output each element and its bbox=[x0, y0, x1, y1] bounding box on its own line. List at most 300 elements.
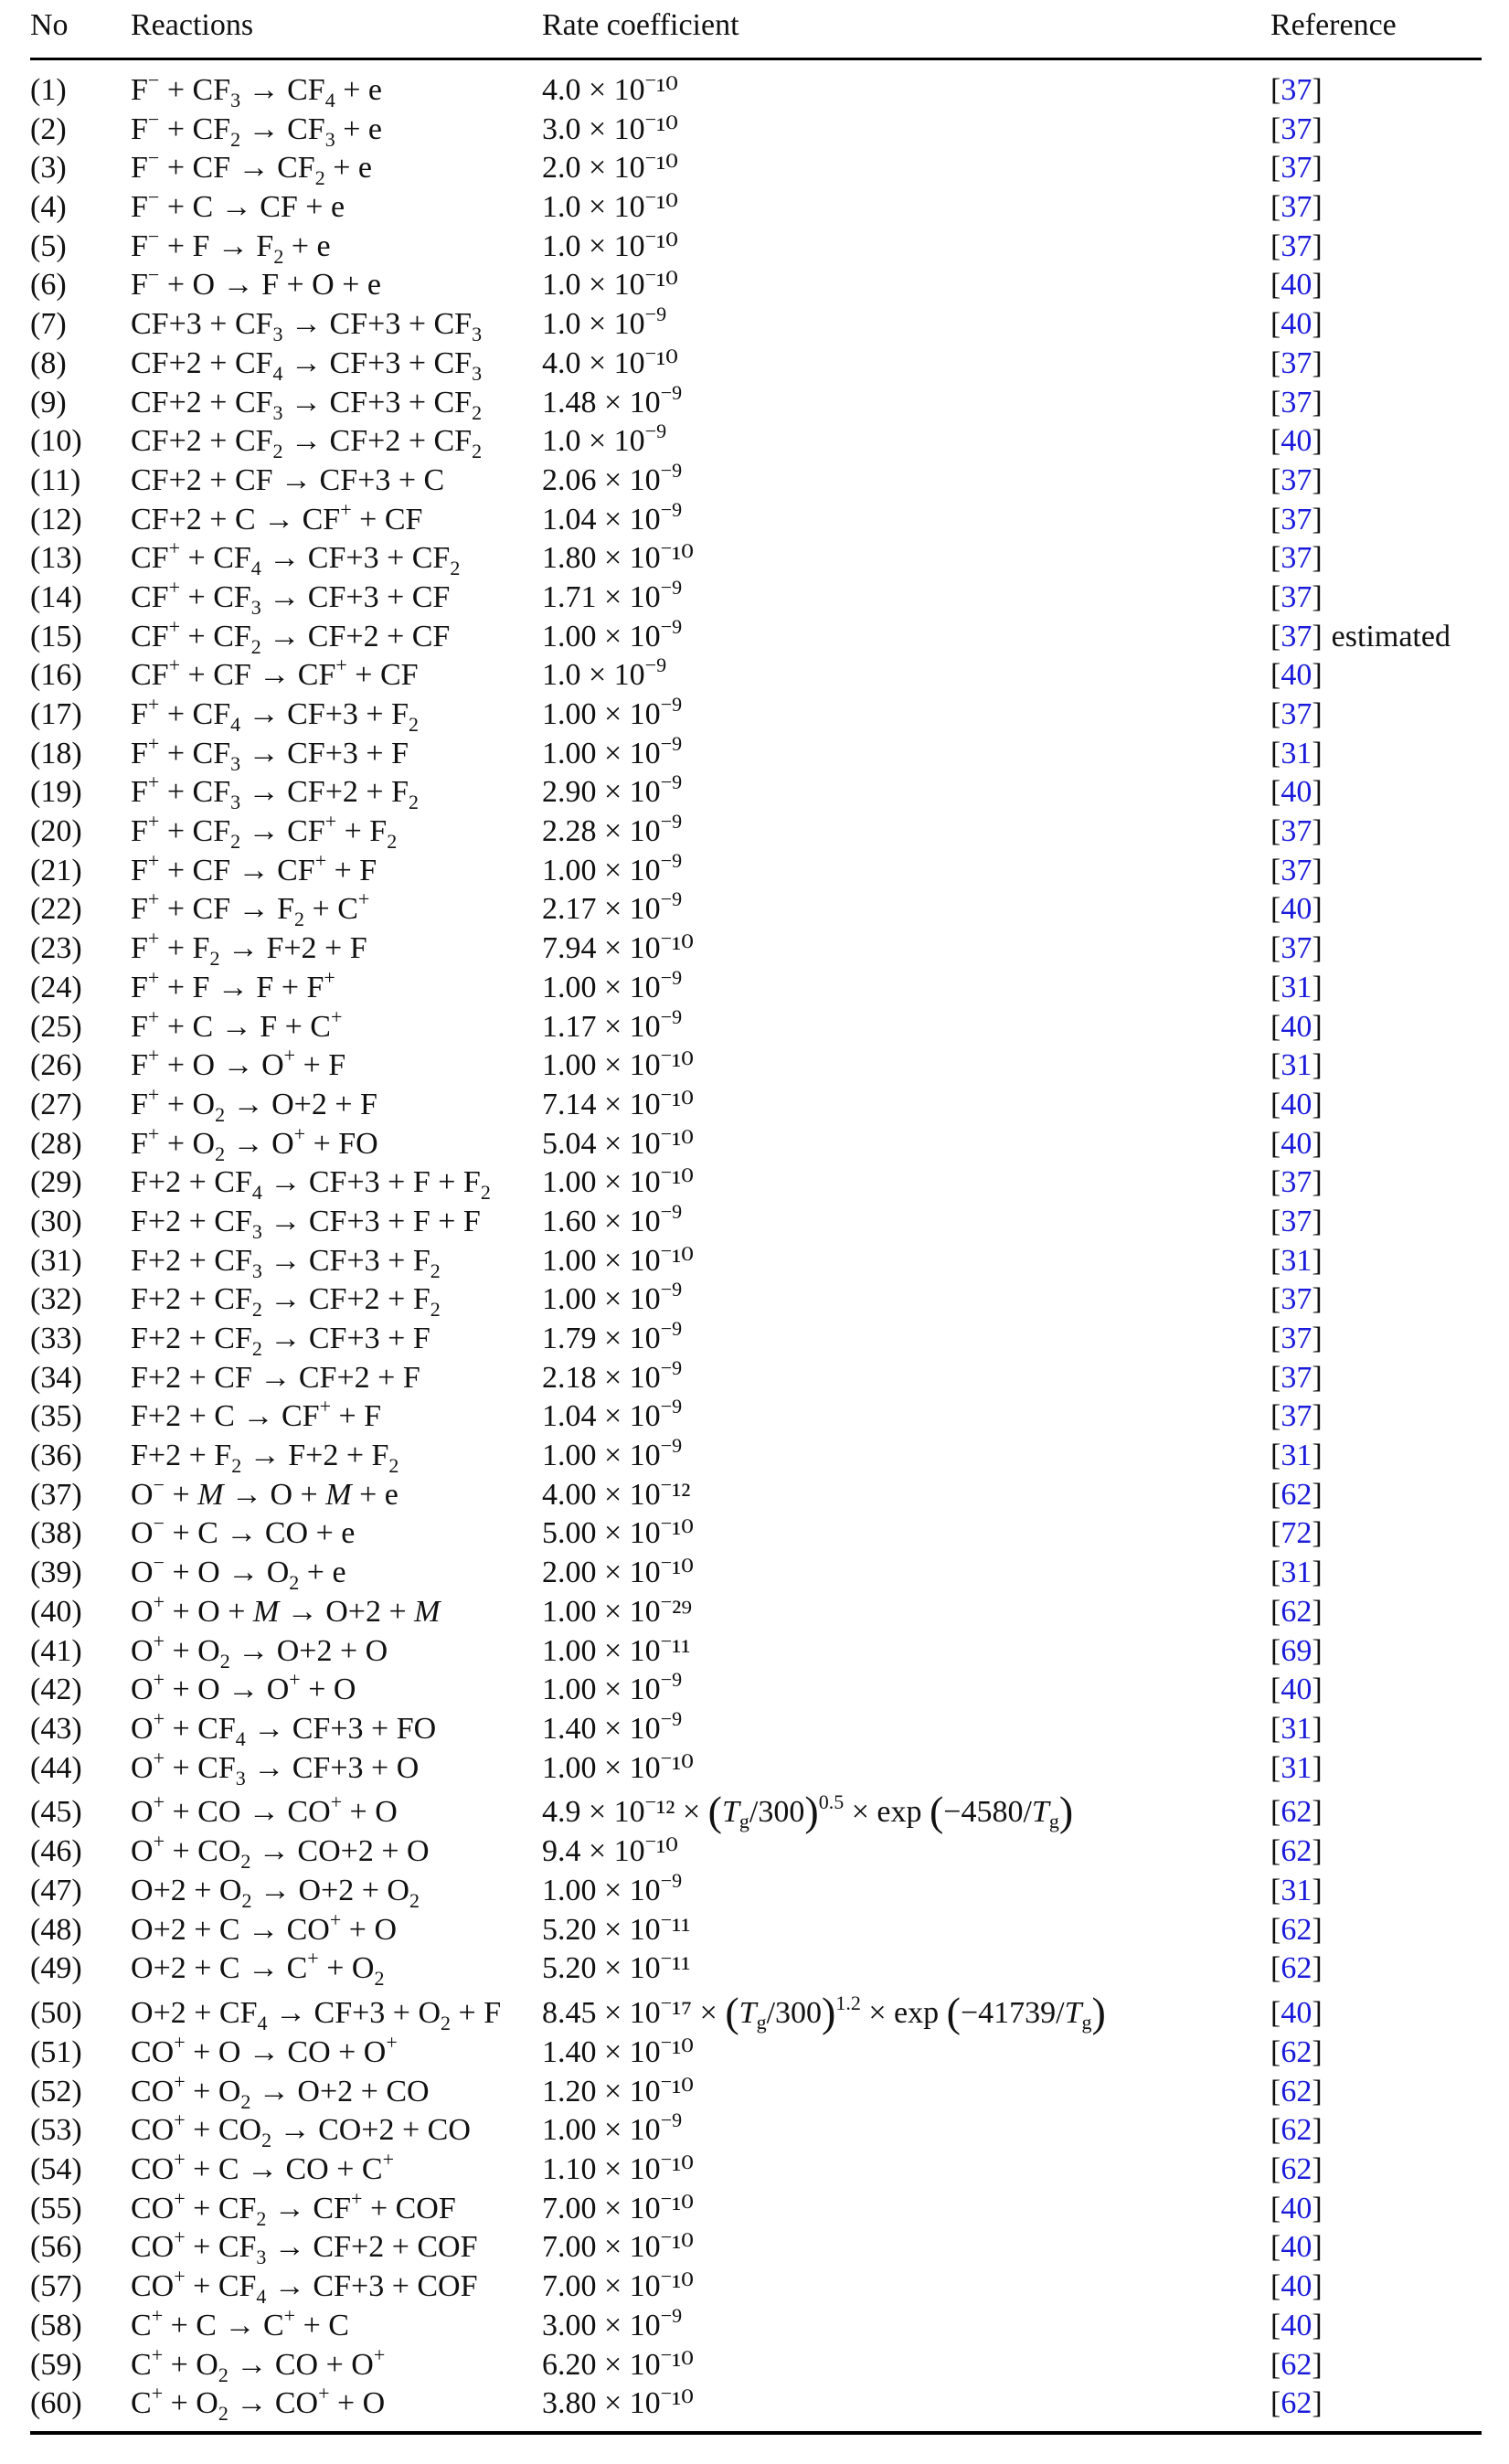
bracket-close: ] bbox=[1312, 931, 1323, 966]
reference-link[interactable]: 37 bbox=[1281, 462, 1312, 497]
reaction-equation: $O^+ + O_2 \to O+2 + O$ bbox=[131, 1629, 388, 1673]
rate-coefficient: $1.04 \times 10^{-9}$ bbox=[542, 1395, 683, 1434]
reference-cell bbox=[1270, 1788, 1323, 1837]
bracket-open: [ bbox=[1270, 1594, 1281, 1629]
reaction-number: (54) bbox=[30, 2152, 82, 2187]
reference-link[interactable]: 37 bbox=[1281, 1204, 1312, 1238]
bracket-open: [ bbox=[1270, 1912, 1281, 1947]
reference-link[interactable]: 37 bbox=[1281, 1322, 1312, 1355]
rate-coefficient: $1.00 \times 10^{-9}$ bbox=[542, 1668, 683, 1707]
reaction-equation: $O+2 + O_2 \to O+2 + O_2$ bbox=[131, 1873, 420, 1912]
reference-cell bbox=[1270, 969, 1323, 1008]
reference-cell bbox=[1270, 2384, 1323, 2424]
reaction-equation: $F^+ + CF_3 \to CF+2 + F_2$ bbox=[131, 770, 419, 814]
reaction-equation: $O^- + O \to O_2 + e$ bbox=[131, 1551, 346, 1595]
table-row bbox=[30, 1280, 1482, 1320]
table-row bbox=[30, 1082, 1482, 1126]
bracket-open: [ bbox=[1270, 697, 1281, 731]
reaction-equation: $C^+ + O_2 \to CO^+ + O$ bbox=[131, 2382, 386, 2426]
bracket-close: ] bbox=[1312, 1516, 1323, 1551]
reaction-equation: F+2 + CF → CF+2 + F bbox=[131, 1360, 420, 1395]
reference-link[interactable]: 31 bbox=[1281, 736, 1312, 770]
reaction-equation: $F^+ + F_2 \to F+2 + F$ bbox=[131, 927, 367, 971]
bracket-close: ] bbox=[1312, 1711, 1323, 1746]
bracket-close: ] bbox=[1312, 307, 1323, 342]
reaction-number: (35) bbox=[30, 1399, 82, 1434]
reference-cell bbox=[1270, 1280, 1323, 1320]
bracket-open: [ bbox=[1270, 1322, 1281, 1355]
table-row bbox=[30, 497, 1482, 540]
reaction-number: (58) bbox=[30, 2308, 82, 2342]
rate-coefficient: 1.00 × 10−²⁹ bbox=[542, 1589, 693, 1629]
bracket-open: [ bbox=[1270, 1439, 1281, 1473]
table-row bbox=[30, 107, 1482, 151]
reaction-equation: $O^+ + CF_3 \to CF+3 + O$ bbox=[131, 1746, 420, 1790]
reaction-equation: O+2 + C → CO+ + O bbox=[131, 1907, 397, 1947]
table-row bbox=[30, 1868, 1482, 1912]
table-body bbox=[30, 71, 1482, 2424]
reaction-number: (47) bbox=[30, 1873, 82, 1907]
rate-coefficient: $2.28 \times 10^{-9}$ bbox=[542, 810, 683, 849]
bracket-close: ] bbox=[1312, 385, 1323, 420]
bracket-open: [ bbox=[1270, 2308, 1281, 2342]
reaction-equation: CF+2 + CF → CF+3 + C bbox=[131, 462, 445, 497]
table-row bbox=[30, 1706, 1482, 1750]
bracket-close: ] bbox=[1312, 579, 1323, 614]
reaction-equation: $CF+2 + CF_2 \to CF+2 + CF_2$ bbox=[131, 424, 483, 463]
rate-coefficient: $1.00 \times 10^{-9}$ bbox=[542, 1278, 683, 1317]
bracket-open: [ bbox=[1270, 1087, 1281, 1121]
table-row bbox=[30, 1238, 1482, 1282]
bracket-close: ] bbox=[1312, 2269, 1323, 2304]
reaction-equation: F+ + CF → $F_2 + C^+$ bbox=[131, 887, 370, 931]
reference-cell bbox=[1270, 2073, 1323, 2112]
reference-link[interactable]: 40 bbox=[1281, 1087, 1312, 1121]
bracket-open: [ bbox=[1270, 112, 1281, 146]
reference-link[interactable]: 31 bbox=[1281, 970, 1312, 1004]
reference-link[interactable]: 37 bbox=[1281, 190, 1312, 225]
reference-link[interactable]: 72 bbox=[1281, 1516, 1312, 1551]
table-row bbox=[30, 224, 1482, 268]
bracket-open: [ bbox=[1270, 579, 1281, 614]
reference-cell bbox=[1270, 1320, 1323, 1359]
rate-coefficient: 5.20 × 10−¹¹ bbox=[542, 1947, 691, 1986]
bracket-open: [ bbox=[1270, 2347, 1281, 2382]
reference-cell bbox=[1270, 2268, 1323, 2307]
reaction-number: (31) bbox=[30, 1243, 82, 1278]
reference-link[interactable]: 37 bbox=[1281, 931, 1312, 966]
reaction-equation: O− + M → O + M + e bbox=[131, 1472, 399, 1512]
reaction-equation: F− + O → F + O + e bbox=[131, 263, 381, 303]
reference-cell bbox=[1270, 735, 1323, 774]
reaction-number: (20) bbox=[30, 814, 82, 849]
reaction-number: (34) bbox=[30, 1360, 82, 1395]
reaction-number: (13) bbox=[30, 541, 82, 576]
reaction-number: (15) bbox=[30, 619, 82, 653]
reference-cell bbox=[1270, 266, 1323, 305]
table-row bbox=[30, 653, 1482, 696]
table-row bbox=[30, 1832, 1482, 1872]
reaction-number: (27) bbox=[30, 1087, 82, 1121]
reference-link[interactable]: 31 bbox=[1281, 1750, 1312, 1785]
bracket-close: ] bbox=[1312, 736, 1323, 770]
reaction-equation: $CF+3 + CF_3 \to CF+3 + CF_3$ bbox=[131, 307, 483, 346]
reaction-equation: CF+ + CF → CF+ + CF bbox=[131, 653, 419, 693]
reference-link[interactable]: 37 bbox=[1281, 579, 1312, 614]
bracket-close: ] bbox=[1312, 1048, 1323, 1083]
reference-link[interactable]: 40 bbox=[1281, 424, 1312, 459]
reference-link[interactable]: 40 bbox=[1281, 307, 1312, 342]
bracket-open: [ bbox=[1270, 2074, 1281, 2108]
reference-link[interactable]: 37 bbox=[1281, 1360, 1312, 1395]
reference-cell bbox=[1270, 2307, 1323, 2346]
bracket-close: ] bbox=[1312, 1834, 1323, 1869]
reference-cell bbox=[1270, 1749, 1323, 1789]
bracket-open: [ bbox=[1270, 1282, 1281, 1317]
reference-link[interactable]: 37 bbox=[1281, 853, 1312, 887]
bracket-open: [ bbox=[1270, 1951, 1281, 1986]
bracket-close: ] bbox=[1312, 1165, 1323, 1200]
reaction-number: (28) bbox=[30, 1126, 82, 1161]
table-row bbox=[30, 731, 1482, 775]
rate-coefficient: 1.00 × 10−¹⁰ bbox=[542, 1044, 694, 1083]
reference-link[interactable]: 62 bbox=[1281, 1477, 1312, 1512]
reference-cell bbox=[1270, 812, 1323, 852]
reference-link[interactable]: 37 bbox=[1281, 697, 1312, 731]
reaction-number: (6) bbox=[30, 268, 67, 303]
reference-link[interactable]: 62 bbox=[1281, 1951, 1312, 1986]
bracket-close: ] bbox=[1312, 462, 1323, 497]
table-row bbox=[30, 887, 1482, 931]
reference-link[interactable]: 62 bbox=[1281, 2152, 1312, 2187]
reaction-number: (43) bbox=[30, 1711, 82, 1746]
reference-link[interactable]: 37 bbox=[1281, 112, 1312, 146]
reference-link[interactable]: 62 bbox=[1281, 2386, 1312, 2421]
reaction-number: (59) bbox=[30, 2347, 82, 2382]
rate-coefficient: $1.00 \times 10^{-9}$ bbox=[542, 1868, 683, 1907]
reaction-number: (11) bbox=[30, 462, 81, 497]
reaction-number: (60) bbox=[30, 2386, 82, 2421]
reaction-number: (44) bbox=[30, 1750, 82, 1785]
reaction-equation: $CF+2 + CF_4 \to CF+3 + CF_3$ bbox=[131, 345, 483, 385]
bracket-open: [ bbox=[1270, 502, 1281, 536]
rate-coefficient: 3.0 × 10−¹⁰ bbox=[542, 107, 678, 146]
reference-cell bbox=[1270, 1359, 1323, 1398]
reaction-equation: CF+2 + C → CF+ + CF bbox=[131, 497, 423, 536]
bracket-close: ] bbox=[1312, 2347, 1323, 2382]
reference-link[interactable]: 69 bbox=[1281, 1633, 1312, 1668]
table-header bbox=[30, 0, 1482, 57]
table-row bbox=[30, 1788, 1482, 1835]
bracket-open: [ bbox=[1270, 190, 1281, 225]
reference-link[interactable]: 62 bbox=[1281, 2035, 1312, 2069]
table-row bbox=[30, 2031, 1482, 2073]
rate-coefficient: $1.00 \times 10^{-9}$ bbox=[542, 731, 683, 770]
rate-coefficient: $1.0 \times 10^{-9}$ bbox=[542, 420, 667, 459]
reaction-equation: $F+2 + CF_3 \to CF+3 + F + F$ bbox=[131, 1204, 481, 1243]
bracket-close: ] bbox=[1312, 73, 1323, 107]
bracket-open: [ bbox=[1270, 892, 1281, 927]
reference-link[interactable]: 37 bbox=[1281, 502, 1312, 536]
reaction-equation: $CF^+ + CF_3 \to CF+3$ + CF bbox=[131, 575, 451, 619]
table-row bbox=[30, 2186, 1482, 2230]
rate-coefficient: $3.00 \times 10^{-9}$ bbox=[542, 2303, 683, 2342]
reference-cell bbox=[1270, 1872, 1323, 1911]
rate-coefficient: 4.0 × 10−¹⁰ bbox=[542, 69, 678, 107]
table-row bbox=[30, 770, 1482, 814]
table-row bbox=[30, 575, 1482, 619]
reference-cell bbox=[1270, 1989, 1323, 2038]
reference-link[interactable]: 37 bbox=[1281, 73, 1312, 107]
bracket-close: ] bbox=[1312, 1282, 1323, 1317]
rate-coefficient: $1.79 \times 10^{-9}$ bbox=[542, 1317, 683, 1355]
reference-link[interactable]: 31 bbox=[1281, 1873, 1312, 1907]
header-reactions: Reactions bbox=[131, 8, 254, 42]
reference-link[interactable]: 31 bbox=[1281, 1048, 1312, 1083]
reference-link[interactable]: 40 bbox=[1281, 2230, 1312, 2265]
reference-link[interactable]: 40 bbox=[1281, 1996, 1312, 2030]
table-row bbox=[30, 1746, 1482, 1790]
bracket-open: [ bbox=[1270, 1048, 1281, 1083]
reference-link[interactable]: 31 bbox=[1281, 1556, 1312, 1590]
reference-cell bbox=[1270, 1397, 1323, 1437]
reaction-number: (5) bbox=[30, 228, 67, 263]
reaction-number: (50) bbox=[30, 1996, 82, 2030]
bracket-open: [ bbox=[1270, 385, 1281, 420]
reference-link[interactable]: 62 bbox=[1281, 1912, 1312, 1947]
reaction-number: (46) bbox=[30, 1834, 82, 1869]
reference-link[interactable]: 37 bbox=[1281, 619, 1312, 653]
reference-cell bbox=[1270, 1008, 1323, 1047]
reference-cell bbox=[1270, 384, 1323, 423]
reference-link[interactable]: 37 bbox=[1281, 1399, 1312, 1434]
bracket-close: ] bbox=[1312, 1594, 1323, 1629]
reference-link[interactable]: 62 bbox=[1281, 2347, 1312, 2382]
bracket-close: ] bbox=[1312, 1243, 1323, 1278]
reference-cell bbox=[1270, 1710, 1323, 1749]
reference-link[interactable]: 40 bbox=[1281, 2308, 1312, 2342]
reference-cell bbox=[1270, 345, 1323, 384]
reference-link[interactable]: 62 bbox=[1281, 2074, 1312, 2108]
rate-coefficient: 7.94 × 10−¹⁰ bbox=[542, 927, 694, 966]
reference-link[interactable]: 40 bbox=[1281, 2269, 1312, 2304]
reaction-number: (7) bbox=[30, 307, 67, 342]
rate-coefficient: $2.18 \times 10^{-9}$ bbox=[542, 1355, 683, 1395]
bracket-close: ] bbox=[1312, 814, 1323, 849]
reference-link[interactable]: 62 bbox=[1281, 1594, 1312, 1629]
reaction-equation: $O+2 + CF_4 \to CF+3 + O_2 + F$ bbox=[131, 1996, 502, 2034]
reaction-number: (39) bbox=[30, 1556, 82, 1590]
reference-cell bbox=[1270, 852, 1323, 891]
reference-link[interactable]: 62 bbox=[1281, 1795, 1312, 1830]
bracket-open: [ bbox=[1270, 1750, 1281, 1785]
reference-link[interactable]: 62 bbox=[1281, 1834, 1312, 1869]
table-row bbox=[30, 2384, 1482, 2424]
reference-link[interactable]: 40 bbox=[1281, 1126, 1312, 1161]
bracket-close: ] bbox=[1312, 2230, 1323, 2265]
header-reference: Reference bbox=[1270, 8, 1397, 42]
table-row bbox=[30, 2069, 1482, 2113]
rate-coefficient: 1.00 × 10−¹⁰ bbox=[542, 1238, 694, 1278]
reaction-equation: F− + CF → $CF_2 + e$ bbox=[131, 146, 372, 190]
bracket-open: [ bbox=[1270, 1204, 1281, 1238]
reaction-number: (37) bbox=[30, 1477, 82, 1512]
bracket-open: [ bbox=[1270, 268, 1281, 303]
reaction-number: (29) bbox=[30, 1165, 82, 1200]
bracket-close: ] bbox=[1312, 2152, 1323, 2187]
reaction-equation: O+ + CO → CO+ + O bbox=[131, 1790, 398, 1830]
reaction-number: (32) bbox=[30, 1282, 82, 1317]
reference-link[interactable]: 40 bbox=[1281, 1009, 1312, 1044]
reaction-equation: $F^- + F \to F_2 + e$ bbox=[131, 224, 331, 268]
reference-link[interactable]: 40 bbox=[1281, 892, 1312, 927]
header-no: No bbox=[30, 8, 69, 42]
table-row bbox=[30, 2265, 1482, 2309]
bracket-open: [ bbox=[1270, 736, 1281, 770]
reaction-number: (10) bbox=[30, 424, 82, 459]
rate-coefficient: 5.04 × 10−¹⁰ bbox=[542, 1121, 694, 1161]
bracket-close: ] bbox=[1312, 1477, 1323, 1512]
reaction-equation: $F+2 + CF_2 \to CF+3 + F$ bbox=[131, 1322, 430, 1360]
table-row bbox=[30, 341, 1482, 385]
bracket-open: [ bbox=[1270, 345, 1281, 380]
table-row bbox=[30, 263, 1482, 305]
reaction-number: (52) bbox=[30, 2074, 82, 2108]
reference-link[interactable]: 40 bbox=[1281, 658, 1312, 693]
table-row bbox=[30, 536, 1482, 580]
rate-coefficient: $1.04 \times 10^{-9}$ bbox=[542, 497, 683, 536]
reaction-number: (55) bbox=[30, 2191, 82, 2225]
bracket-close: ] bbox=[1312, 2191, 1323, 2225]
reaction-equation: F+ + F → F + F+ bbox=[131, 965, 335, 1004]
reference-link[interactable]: 37 bbox=[1281, 814, 1312, 849]
reference-cell bbox=[1270, 111, 1323, 150]
reaction-number: (9) bbox=[30, 385, 67, 420]
bracket-close: ] bbox=[1312, 1633, 1323, 1668]
reference-cell bbox=[1270, 1163, 1323, 1203]
bracket-close: ] bbox=[1312, 2035, 1323, 2069]
bracket-close: ] bbox=[1312, 1750, 1323, 1785]
bracket-close: ] bbox=[1312, 775, 1323, 810]
reference-link[interactable]: 37 bbox=[1281, 1282, 1312, 1317]
rate-coefficient: 1.0 × 10−¹⁰ bbox=[542, 186, 678, 225]
rate-coefficient: 2.00 × 10−¹⁰ bbox=[542, 1551, 694, 1590]
reference-link[interactable]: 40 bbox=[1281, 2191, 1312, 2225]
reaction-equation: F+ + C → F + C+ bbox=[131, 1004, 343, 1044]
bracket-close: ] bbox=[1312, 1795, 1323, 1830]
reaction-equation: $F^+ + CF_4 \to CF+3 + F_2$ bbox=[131, 693, 419, 736]
reaction-equation: $C^+ + O_2$ → CO + O+ bbox=[131, 2342, 386, 2386]
reaction-equation: $CO^+ + CF_2 \to CF^+$ + COF bbox=[131, 2186, 456, 2230]
reference-cell bbox=[1270, 422, 1323, 462]
bracket-open: [ bbox=[1270, 1711, 1281, 1746]
reaction-equation: C+ + C → C+ + C bbox=[131, 2303, 349, 2342]
bracket-close: ] bbox=[1312, 892, 1323, 927]
reaction-number: (8) bbox=[30, 345, 67, 380]
bracket-open: [ bbox=[1270, 658, 1281, 693]
reference-link[interactable]: 40 bbox=[1281, 775, 1312, 810]
rate-coefficient: 1.80 × 10−¹⁰ bbox=[542, 536, 694, 576]
reaction-equation: $F+2 + CF_3 \to CF+3 + F_2$ bbox=[131, 1243, 441, 1282]
reference-link[interactable]: 37 bbox=[1281, 345, 1312, 380]
reference-cell bbox=[1270, 696, 1323, 735]
bracket-open: [ bbox=[1270, 151, 1281, 186]
reference-link[interactable]: 31 bbox=[1281, 1243, 1312, 1278]
table-row bbox=[30, 1317, 1482, 1360]
reference-link[interactable]: 31 bbox=[1281, 1439, 1312, 1473]
reaction-number: (38) bbox=[30, 1516, 82, 1551]
reaction-number: (25) bbox=[30, 1009, 82, 1044]
reference-cell bbox=[1270, 71, 1323, 111]
reaction-equation: $F^- + CF_3 \to CF_4 + e$ bbox=[131, 69, 382, 112]
bracket-close: ] bbox=[1312, 619, 1323, 653]
reference-link[interactable]: 37 bbox=[1281, 541, 1312, 576]
bracket-close: ] bbox=[1312, 1087, 1323, 1121]
bracket-close: ] bbox=[1312, 2308, 1323, 2342]
table-row bbox=[30, 458, 1482, 501]
bracket-open: [ bbox=[1270, 424, 1281, 459]
bracket-open: [ bbox=[1270, 1556, 1281, 1590]
table-row bbox=[30, 380, 1482, 424]
reaction-equation: F− + C → CF + e bbox=[131, 186, 345, 225]
reaction-equation: $O^+ + CF_4 \to CF+3$ + FO bbox=[131, 1706, 437, 1750]
bracket-close: ] bbox=[1312, 228, 1323, 263]
bracket-open: [ bbox=[1270, 2269, 1281, 2304]
reference-link[interactable]: 37 bbox=[1281, 228, 1312, 263]
table-row bbox=[30, 1397, 1482, 1437]
bracket-open: [ bbox=[1270, 228, 1281, 263]
table-row bbox=[30, 1551, 1482, 1595]
reference-link[interactable]: 31 bbox=[1281, 1711, 1312, 1746]
reference-cell bbox=[1270, 2190, 1323, 2229]
table-row bbox=[30, 422, 1482, 462]
bracket-close: ] bbox=[1312, 1951, 1323, 1986]
reaction-equation: F+ + O → O+ + F bbox=[131, 1044, 346, 1083]
bracket-open: [ bbox=[1270, 970, 1281, 1004]
reaction-equation: $F^+ + CF_3 \to CF+3 + F$ bbox=[131, 731, 409, 775]
reaction-number: (40) bbox=[30, 1594, 82, 1629]
bracket-open: [ bbox=[1270, 2230, 1281, 2265]
reaction-equation: O+ + O → O+ + O bbox=[131, 1668, 356, 1707]
reference-link[interactable]: 62 bbox=[1281, 2113, 1312, 2148]
rate-coefficient: $1.0 \times 10^{-9}$ bbox=[542, 653, 667, 693]
bracket-open: [ bbox=[1270, 1009, 1281, 1044]
bracket-close: ] bbox=[1312, 1996, 1323, 2030]
rate-coefficient: $1.00 \times 10^{-9}$ bbox=[542, 2108, 683, 2148]
reference-link[interactable]: 40 bbox=[1281, 268, 1312, 303]
bracket-open: [ bbox=[1270, 2035, 1281, 2069]
rate-coefficient: 1.10 × 10−¹⁰ bbox=[542, 2148, 694, 2187]
reaction-number: (4) bbox=[30, 190, 67, 225]
bracket-close: ] bbox=[1312, 1556, 1323, 1590]
rate-coefficient: $2.06 \times 10^{-9}$ bbox=[542, 458, 683, 497]
reaction-number: (14) bbox=[30, 579, 82, 614]
reference-link[interactable]: 37 bbox=[1281, 1165, 1312, 1200]
bracket-close: ] bbox=[1312, 1322, 1323, 1355]
reference-link[interactable]: 40 bbox=[1281, 1673, 1312, 1707]
reference-link[interactable]: 37 bbox=[1281, 151, 1312, 186]
bracket-close: ] bbox=[1312, 190, 1323, 225]
table-row bbox=[30, 2108, 1482, 2152]
reference-link[interactable]: 37 bbox=[1281, 385, 1312, 420]
rate-coefficient: $1.71 \times 10^{-9}$ bbox=[542, 575, 683, 614]
table-row bbox=[30, 965, 1482, 1008]
bracket-close: ] bbox=[1312, 424, 1323, 459]
reaction-number: (56) bbox=[30, 2230, 82, 2265]
reaction-equation: O+ + O + M → O+2 + M bbox=[131, 1589, 441, 1629]
bracket-open: [ bbox=[1270, 541, 1281, 576]
bracket-open: [ bbox=[1270, 1165, 1281, 1200]
